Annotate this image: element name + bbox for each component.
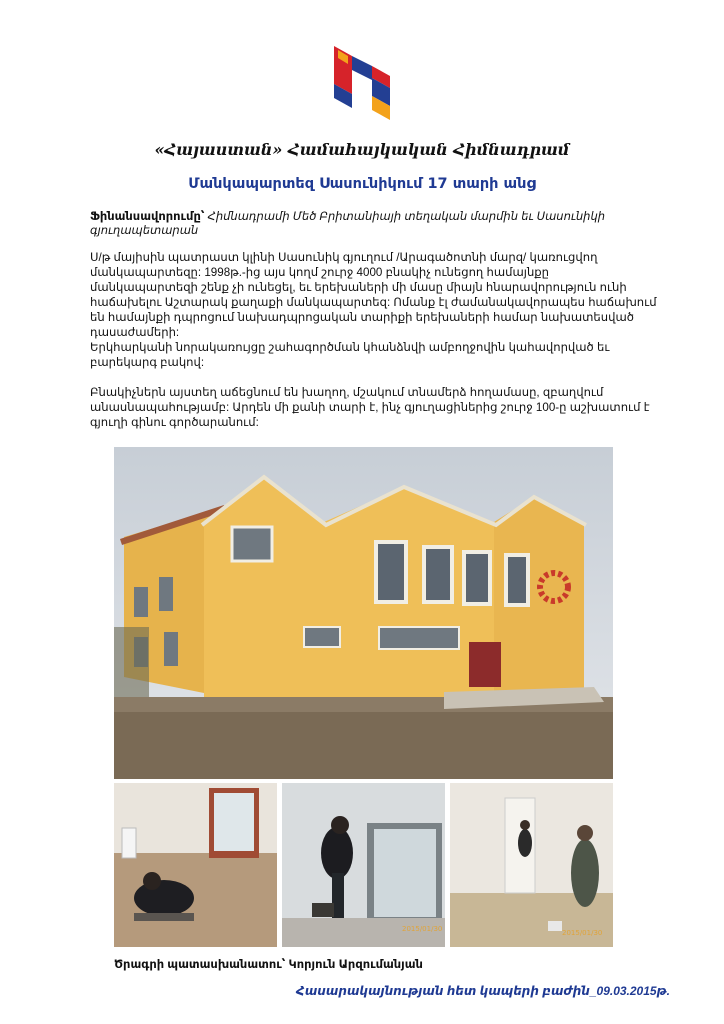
funding-value: Հիմնադրամի Մեծ Բրիտանիայի տեղական մարմին եւ Սասունիկի գյուղապետարան [90, 211, 606, 237]
building-photo [114, 447, 613, 779]
article-headline: Մանկապարտեզ Սասունիկում 17 տարի անց [188, 176, 536, 192]
org-title: «Հայաստան» Համահայկական Հիմնադրամ [154, 140, 570, 159]
paragraph-1: Ս/թ մայիսին պատրաստ կլինի Սասունիկ գյուղում /Արագածոտնի մարզ/ կառուցվող մանկապարտեզը: 1998թ.-ից այս կողմ շուրջ 4000 բնակիչ ունեցող համայնքը մանկապարտեզի շենք չի ունեցել, եւ երեխաների մի մասը միայն հնարավորություն ունի հաճախելու Աշտարակ քաղաքի մանկապարտեզ: Ոմանք էլ ժամանակավորապես հաճախում են համայնքի դպրոցում նախադպրոցական տարիքի երեխաների համար նախատեսված դասաժամերի: Երկհարկանի նորակառույցը շահագործման կհանձնվի ամբողջովին կահավորված եւ բարեկարգ բակով: [90, 251, 657, 369]
project-credit: Ծրագրի պատասխանատու՝ Կորյուն Արզումանյան [114, 959, 423, 971]
footer-department-date: Հասարակայնության հետ կապերի բաժին_09.03.2015թ. [296, 984, 670, 998]
funding-label: Ֆինանսավորումը՝ [90, 211, 205, 223]
funding-line [90, 210, 650, 238]
worker-plastering-photo [282, 783, 445, 947]
workers-room-photo [450, 783, 613, 947]
date-stamp: 2015/01/30 [402, 925, 443, 933]
armenian-flag-logo [330, 44, 394, 122]
article-body [90, 250, 658, 445]
paragraph-2: Բնակիչներն այստեղ աճեցնում են խաղող, մշակում տնամերձ հողամասը, զբաղվում անասնապահությամբ: Արդեն մի քանի տարի է, ինչ գյուղացիներից շուրջ 100-ը աշխատում է գյուղի գինու գործարանում: [90, 386, 650, 429]
worker-tiling-photo [114, 783, 277, 947]
date-stamp: 2015/01/30 [562, 929, 603, 937]
